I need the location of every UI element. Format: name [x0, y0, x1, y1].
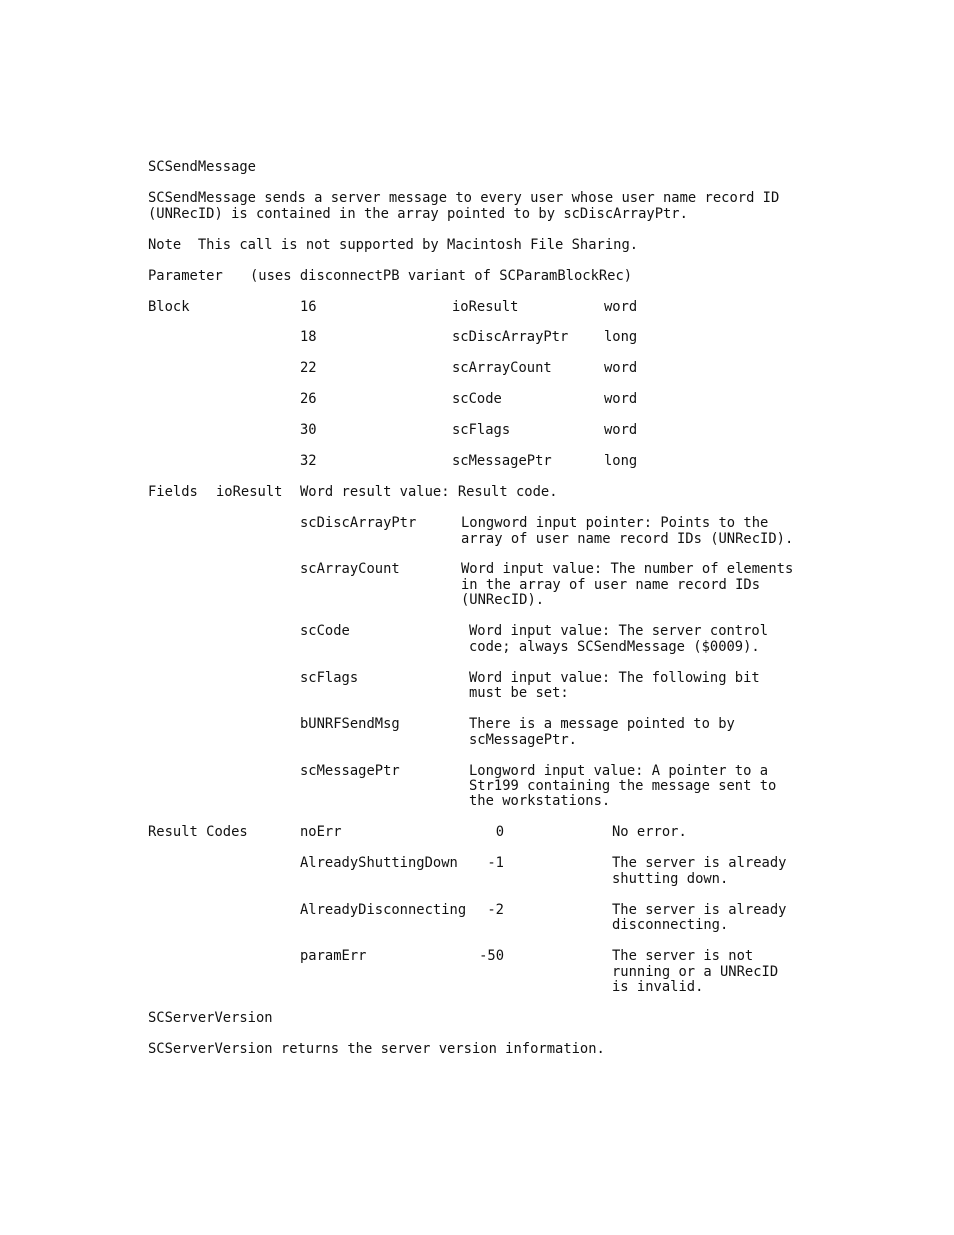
block-offset: 18	[300, 329, 317, 345]
result-code-description: running or a UNRecID	[612, 964, 779, 980]
block-offset: 26	[300, 391, 317, 407]
block-field-size: word	[604, 299, 638, 315]
block-field-size: word	[604, 422, 638, 438]
next-section-intro: SCServerVersion returns the server version information.	[148, 1041, 605, 1057]
block-field-name: scArrayCount	[452, 360, 552, 376]
block-field-size: long	[604, 329, 638, 345]
field-name: scArrayCount	[300, 561, 400, 577]
block-label: Block	[148, 299, 190, 315]
result-code-description: The server is not	[612, 948, 754, 964]
block-field-name: scDiscArrayPtr	[452, 329, 569, 345]
field-name: scMessagePtr	[300, 763, 400, 779]
field-description: (UNRecID).	[461, 592, 545, 608]
result-codes-label: Result Codes	[148, 824, 248, 840]
block-offset: 16	[300, 299, 317, 315]
result-code-name: AlreadyDisconnecting	[300, 902, 467, 918]
block-field-size: word	[604, 391, 638, 407]
block-field-name: scMessagePtr	[452, 453, 552, 469]
field-name: scDiscArrayPtr	[300, 515, 417, 531]
result-code-value: -2	[487, 902, 504, 918]
field-description: Word result value: Result code.	[300, 484, 558, 500]
result-code-name: paramErr	[300, 948, 367, 964]
result-code-description: The server is already	[612, 855, 787, 871]
result-code-description: is invalid.	[612, 979, 704, 995]
next-section-title: SCServerVersion	[148, 1010, 273, 1026]
field-description: Word input value: The server control	[469, 623, 769, 639]
block-field-size: long	[604, 453, 638, 469]
field-description: Str199 containing the message sent to	[469, 778, 777, 794]
block-offset: 22	[300, 360, 317, 376]
field-description: in the array of user name record IDs	[461, 577, 761, 593]
fields-label: Fields	[148, 484, 198, 500]
intro-line-1: SCSendMessage sends a server message to every user whose user name record ID	[148, 190, 780, 206]
field-description: code; always SCSendMessage ($0009).	[469, 639, 760, 655]
result-code-value: -50	[479, 948, 504, 964]
field-name: scFlags	[300, 670, 359, 686]
field-name: bUNRFSendMsg	[300, 716, 400, 732]
field-description: Longword input pointer: Points to the	[461, 515, 769, 531]
parameter-description: (uses disconnectPB variant of SCParamBlockRec)	[250, 268, 633, 284]
parameter-label: Parameter	[148, 268, 223, 284]
result-code-description: shutting down.	[612, 871, 729, 887]
field-description: the workstations.	[469, 793, 611, 809]
field-description: array of user name record IDs (UNRecID).	[461, 531, 794, 547]
result-code-name: noErr	[300, 824, 342, 840]
note-line: Note This call is not supported by Macintosh File Sharing.	[148, 237, 639, 253]
field-description: Longword input value: A pointer to a	[469, 763, 769, 779]
block-field-name: scFlags	[452, 422, 511, 438]
field-description: Word input value: The following bit	[469, 670, 760, 686]
field-description: There is a message pointed to by	[469, 716, 735, 732]
field-description: must be set:	[469, 685, 569, 701]
intro-line-2: (UNRecID) is contained in the array pointed to by scDiscArrayPtr.	[148, 206, 688, 222]
result-code-description: disconnecting.	[612, 917, 729, 933]
field-name: ioResult	[216, 484, 283, 500]
block-field-name: scCode	[452, 391, 502, 407]
result-code-description: The server is already	[612, 902, 787, 918]
block-offset: 32	[300, 453, 317, 469]
section-title: SCSendMessage	[148, 159, 256, 175]
result-code-name: AlreadyShuttingDown	[300, 855, 458, 871]
field-name: scCode	[300, 623, 350, 639]
result-code-value: -1	[487, 855, 504, 871]
result-code-description: No error.	[612, 824, 687, 840]
block-offset: 30	[300, 422, 317, 438]
block-field-name: ioResult	[452, 299, 519, 315]
block-field-size: word	[604, 360, 638, 376]
result-code-value: 0	[495, 824, 504, 840]
field-description: scMessagePtr.	[469, 732, 577, 748]
field-description: Word input value: The number of elements	[461, 561, 794, 577]
